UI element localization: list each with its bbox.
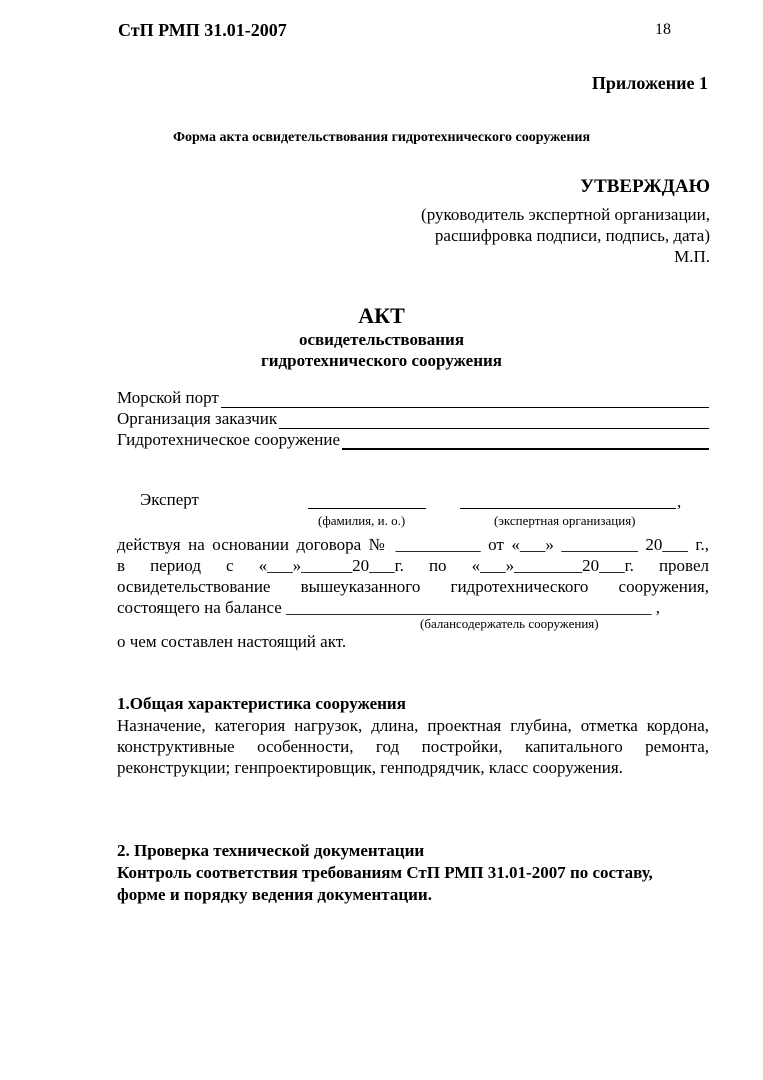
approval-title: УТВЕРЖДАЮ bbox=[580, 176, 710, 197]
act-subtitle-1: освидетельствования bbox=[298, 330, 465, 349]
body-line-1: действуя на основании договора № __________ от «___» _________ 20___ г., bbox=[117, 535, 709, 554]
field-sea-port-line bbox=[221, 394, 709, 408]
field-sea-port bbox=[117, 388, 709, 408]
expert-name-caption: (фамилия, и. о.) bbox=[318, 513, 406, 528]
field-customer-label: Организация заказчик bbox=[117, 409, 278, 428]
expert-label: Эксперт bbox=[140, 490, 199, 509]
expert-comma: , bbox=[677, 492, 682, 511]
section-2-line-2: форме и порядку ведения документации. bbox=[117, 885, 432, 904]
expert-org-caption: (экспертная организация) bbox=[494, 513, 636, 528]
section-2-title: 2. Проверка технической документации bbox=[117, 841, 425, 860]
section-1-title: 1.Общая характеристика сооружения bbox=[117, 694, 406, 713]
section-1-line-1: Назначение, категория нагрузок, длина, проектная глубина, отметка кордона, bbox=[117, 716, 709, 735]
section-1-body bbox=[117, 715, 709, 778]
expert-name-line bbox=[308, 508, 426, 509]
form-title: Форма акта освидетельствования гидротехнического сооружения bbox=[172, 130, 591, 145]
body-line-2: в период с «___»______20___г. по «___»________20___г. провел bbox=[117, 556, 709, 575]
page-number: 18 bbox=[655, 21, 671, 38]
approval-line-2: расшифровка подписи, подпись, дата) bbox=[434, 226, 710, 245]
approval-stamp: М.П. bbox=[674, 247, 710, 266]
act-subtitle-2: гидротехнического сооружения bbox=[261, 351, 502, 370]
act-title: АКТ bbox=[358, 303, 405, 328]
body-line-3: освидетельствование вышеуказанного гидротехнического сооружения, bbox=[117, 577, 709, 596]
balance-holder-caption: (балансодержатель сооружения) bbox=[420, 616, 599, 631]
appendix-label: Приложение 1 bbox=[591, 73, 708, 93]
field-customer-line bbox=[279, 415, 709, 429]
field-customer bbox=[117, 409, 709, 429]
section-2 bbox=[117, 840, 653, 906]
section-1-line-3: реконструкции; генпроектировщик, генподрядчик, класс сооружения. bbox=[117, 758, 623, 777]
field-structure-line bbox=[342, 435, 709, 450]
section-2-line-1: Контроль соответствия требованиям СтП РМП 31.01-2007 по составу, bbox=[117, 863, 653, 882]
expert-org-line bbox=[460, 508, 676, 509]
field-structure-label: Гидротехническое сооружение bbox=[117, 430, 341, 449]
act-subtitle bbox=[0, 329, 763, 371]
field-structure bbox=[117, 430, 709, 450]
approval-block bbox=[421, 204, 710, 267]
body-line-5: о чем составлен настоящий акт. bbox=[117, 632, 347, 651]
section-1-line-2: конструктивные особенности, год постройки, капитального ремонта, bbox=[117, 737, 709, 756]
approval-line-1: (руководитель экспертной организации, bbox=[421, 205, 710, 224]
document-code: СтП РМП 31.01-2007 bbox=[118, 20, 287, 40]
body-line-4: состоящего на балансе ___________________________________________ , bbox=[117, 598, 661, 617]
field-sea-port-label: Морской порт bbox=[117, 388, 219, 407]
